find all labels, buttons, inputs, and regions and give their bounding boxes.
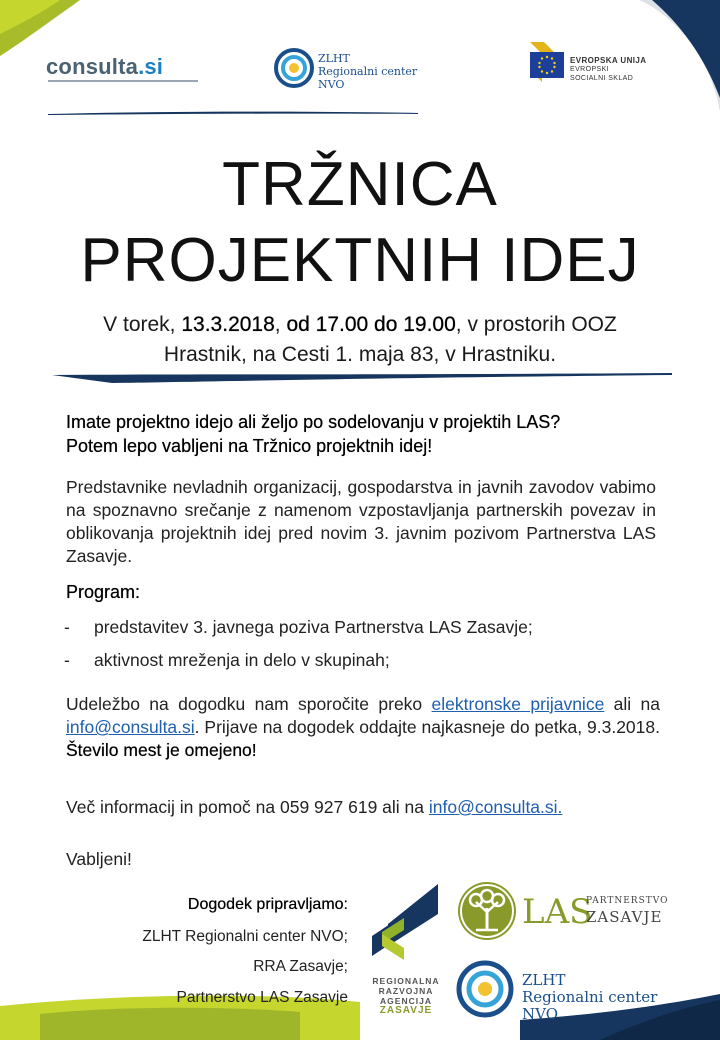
rra-zasavje-logo: [368, 884, 448, 1024]
zlht-emblem-icon: [456, 960, 514, 1018]
organisers-heading: Dogodek pripravljamo:: [187, 896, 348, 913]
consulta-logo: [46, 54, 163, 80]
title-line2: PROJEKTNIH IDEJ: [80, 226, 640, 295]
rra-line: AGENCIJA: [380, 996, 432, 1006]
closing-greeting: Vabljeni!: [66, 849, 132, 869]
event-date: 13.3.2018: [181, 313, 275, 336]
registration-paragraph: [66, 693, 660, 762]
header-divider: [48, 110, 418, 116]
consulta-logo-suffix: .si: [138, 54, 164, 79]
zlht-footer-line1: ZLHT: [522, 971, 566, 989]
eu-line2: EVROPSKI: [570, 66, 609, 73]
limited-seats-notice: Število mest je omejeno!: [66, 740, 257, 760]
event-intro: V torek,: [103, 313, 182, 336]
program-item-text: predstavitev 3. javnega poziva Partnerstva LAS Zasavje;: [94, 617, 533, 637]
program-item: [64, 617, 533, 638]
lead-line1: Imate projektno idejo ali željo po sodelovanju v projektih LAS?: [66, 412, 561, 432]
las-tree-icon: [456, 880, 518, 942]
consulta-logo-main: consulta: [46, 54, 139, 79]
zlht-footer-line2: Regionalni center NVO: [522, 988, 658, 1023]
event-address: Hrastnik, na Cesti 1. maja 83, v Hrastniku.: [163, 343, 557, 366]
registration-email-link[interactable]: info@consulta.si: [66, 717, 195, 737]
event-venue: , v prostorih OOZ: [455, 313, 617, 336]
title-line1: TRŽNICA: [222, 150, 498, 219]
registration-text-b: ali na: [604, 694, 661, 714]
rra-line: ZASAVJE: [379, 1005, 433, 1016]
event-comma: ,: [274, 313, 287, 336]
registration-text-a: Udeležbo na dogodku nam sporočite preko: [66, 694, 432, 714]
invitation-paragraph: Predstavnike nevladnih organizacij, gospodarstva in javnih zavodov vabimo na spoznavno srečanje z namenom vzpostavljanja partnerskih povezav in oblikovanja projektnih idej pred novim 3. javnim pozivom Partnerstva LAS Zasavje.: [66, 477, 656, 566]
las-zasavje-logo: [456, 880, 669, 942]
las-name: LAS: [522, 892, 593, 932]
zlht-header-line2: Regionalni center NVO: [318, 65, 418, 91]
eu-line1: EVROPSKA UNIJA: [570, 56, 647, 65]
contact-text: Več informacij in pomoč na 059 927 619 ali na: [66, 797, 429, 817]
title-swoosh-divider: [52, 372, 672, 384]
lead-line2: Potem lepo vabljeni na Tržnico projektnih idej!: [66, 436, 433, 456]
program-item: [64, 650, 390, 671]
corner-decoration-top-left: [0, 0, 80, 60]
organiser-item: Partnerstvo LAS Zasavje: [176, 989, 348, 1006]
zlht-emblem-icon: [274, 48, 314, 88]
program-heading: Program:: [66, 582, 141, 602]
contact-email-link[interactable]: info@consulta.si.: [428, 797, 563, 817]
lead-question: [66, 410, 666, 458]
event-details: [0, 310, 720, 370]
event-time: od 17.00 do 19.00: [286, 313, 456, 336]
eu-flag-icon: [530, 52, 564, 78]
eu-esf-logo: [528, 38, 658, 88]
consulta-logo-underline: [48, 80, 198, 84]
las-partnerstvo: PARTNERSTVO: [586, 896, 669, 906]
eu-line3: SOCIALNI SKLAD: [570, 75, 634, 82]
contact-paragraph: [66, 796, 666, 819]
rra-line: REGIONALNA: [372, 976, 440, 986]
program-item-dash: -: [64, 650, 70, 670]
zlht-logo-header: [272, 46, 442, 90]
organiser-item: ZLHT Regionalni center NVO;: [142, 928, 348, 945]
zlht-header-line1: ZLHT: [318, 52, 350, 65]
rra-emblem-icon: [368, 884, 440, 966]
program-item-text: aktivnost mreženja in delo v skupinah;: [94, 650, 390, 670]
program-item-dash: -: [64, 617, 70, 637]
rra-line: RAZVOJNA: [378, 986, 434, 996]
organiser-item: RRA Zasavje;: [253, 958, 348, 975]
las-zasavje: ZASAVJE: [586, 908, 663, 926]
registration-text-c: . Prijave na dogodek oddajte najkasneje do petka, 9.3.2018.: [194, 717, 660, 737]
zlht-logo-footer: [456, 960, 686, 1023]
registration-form-link[interactable]: elektronske prijavnice: [431, 694, 605, 714]
